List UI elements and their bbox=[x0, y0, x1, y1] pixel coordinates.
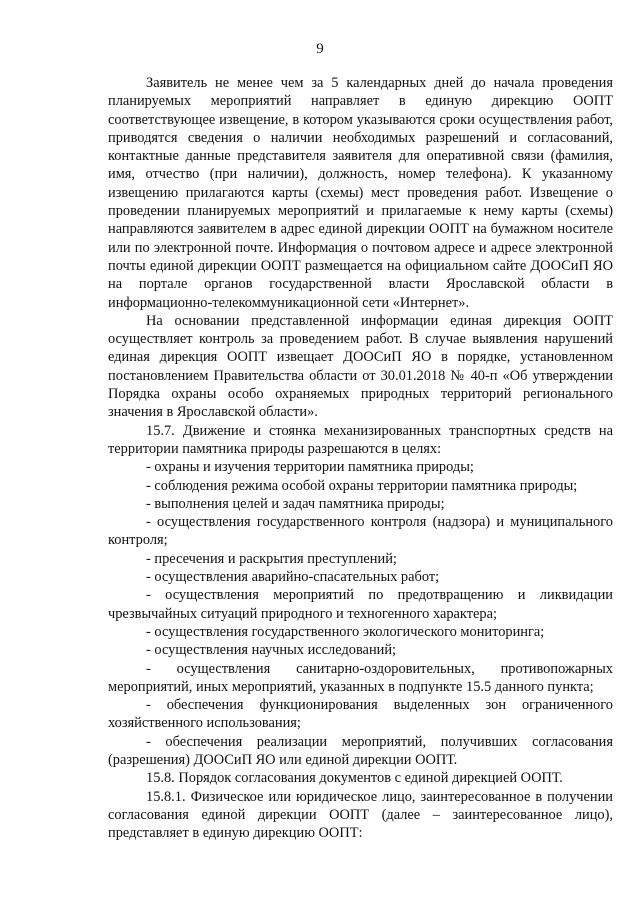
list-item: - осуществления аварийно-спасательных работ; bbox=[146, 569, 440, 586]
list-item: - пресечения и раскрытия преступлений; bbox=[146, 550, 397, 567]
document-body bbox=[108, 74, 613, 842]
list-item: - соблюдения режима особой охраны территории памятника природы; bbox=[146, 477, 578, 494]
page-number: 9 bbox=[316, 41, 324, 57]
list-item: - осуществления санитарно-оздоровительных, противопожарных мероприятий, иных мероприятий, указанных в подпункте 15.5 данного пункта; bbox=[108, 660, 613, 695]
list-item: - осуществления мероприятий по предотвращению и ликвидации чрезвычайных ситуаций природного и техногенного характера; bbox=[108, 587, 613, 622]
paragraph-control: На основании представленной информации единая дирекция ООПТ осуществляет контроль за проведением работ. В случае выявления нарушений единая дирекция ООПТ извещает ДООСиП ЯО в порядке, установленном постановлением Правительства области от 30.01.2018 № 40-п «Об утверждении Порядка охраны особо охраняемых природных территорий регионального значения в Ярославской области». bbox=[108, 312, 613, 421]
list-item: - осуществления государственного контроля (надзора) и муниципального контроля; bbox=[108, 514, 613, 549]
list-item: - выполнения целей и задач памятника природы; bbox=[146, 495, 445, 512]
paragraph-15-7: 15.7. Движение и стоянка механизированных транспортных средств на территории памятника природы разрешаются в целях: bbox=[108, 422, 613, 457]
list-item: - осуществления научных исследований; bbox=[146, 642, 397, 659]
paragraph-15-8-1: 15.8.1. Физическое или юридическое лицо, заинтересованное в получении согласования единой дирекции ООПТ (далее – заинтересованное лицо), представляет в единую дирекцию ООПТ: bbox=[108, 788, 613, 842]
list-item: - обеспечения реализации мероприятий, получивших согласования (разрешения) ДООСиП ЯО или единой дирекции ООПТ. bbox=[108, 733, 613, 768]
paragraph-15-8: 15.8. Порядок согласования документов с единой дирекцией ООПТ. bbox=[146, 770, 563, 787]
list-item: - обеспечения функционирования выделенных зон ограниченного хозяйственного использования; bbox=[108, 697, 613, 732]
list-item: - охраны и изучения территории памятника природы; bbox=[146, 459, 474, 476]
paragraph-applicant-notice: Заявитель не менее чем за 5 календарных дней до начала проведения планируемых мероприятий направляет в единую дирекцию ООПТ соответствующее извещение, в котором указываются сроки осуществления работ, приводятся сведения о наличии необходимых разрешений и согласований, контактные данные представителя заявителя для оперативной связи (фамилия, имя, отчество (при наличии), должность, номер телефона). К указанному извещению прилагаются карты (схемы) мест проведения работ. Извещение о проведении планируемых мероприятий и прилагаемые к нему карты (схемы) направляются заявителем в адрес единой дирекции ООПТ на бумажном носителе или по электронной почте. Информация о почтовом адресе и адресе электронной почты единой дирекции ООПТ размещается на официальном сайте ДООСиП ЯО на портале органов государственной власти Ярославской области в информационно-телекоммуникационной сети «Интернет». bbox=[108, 75, 613, 311]
list-item: - осуществления государственного экологического мониторинга; bbox=[146, 623, 545, 640]
